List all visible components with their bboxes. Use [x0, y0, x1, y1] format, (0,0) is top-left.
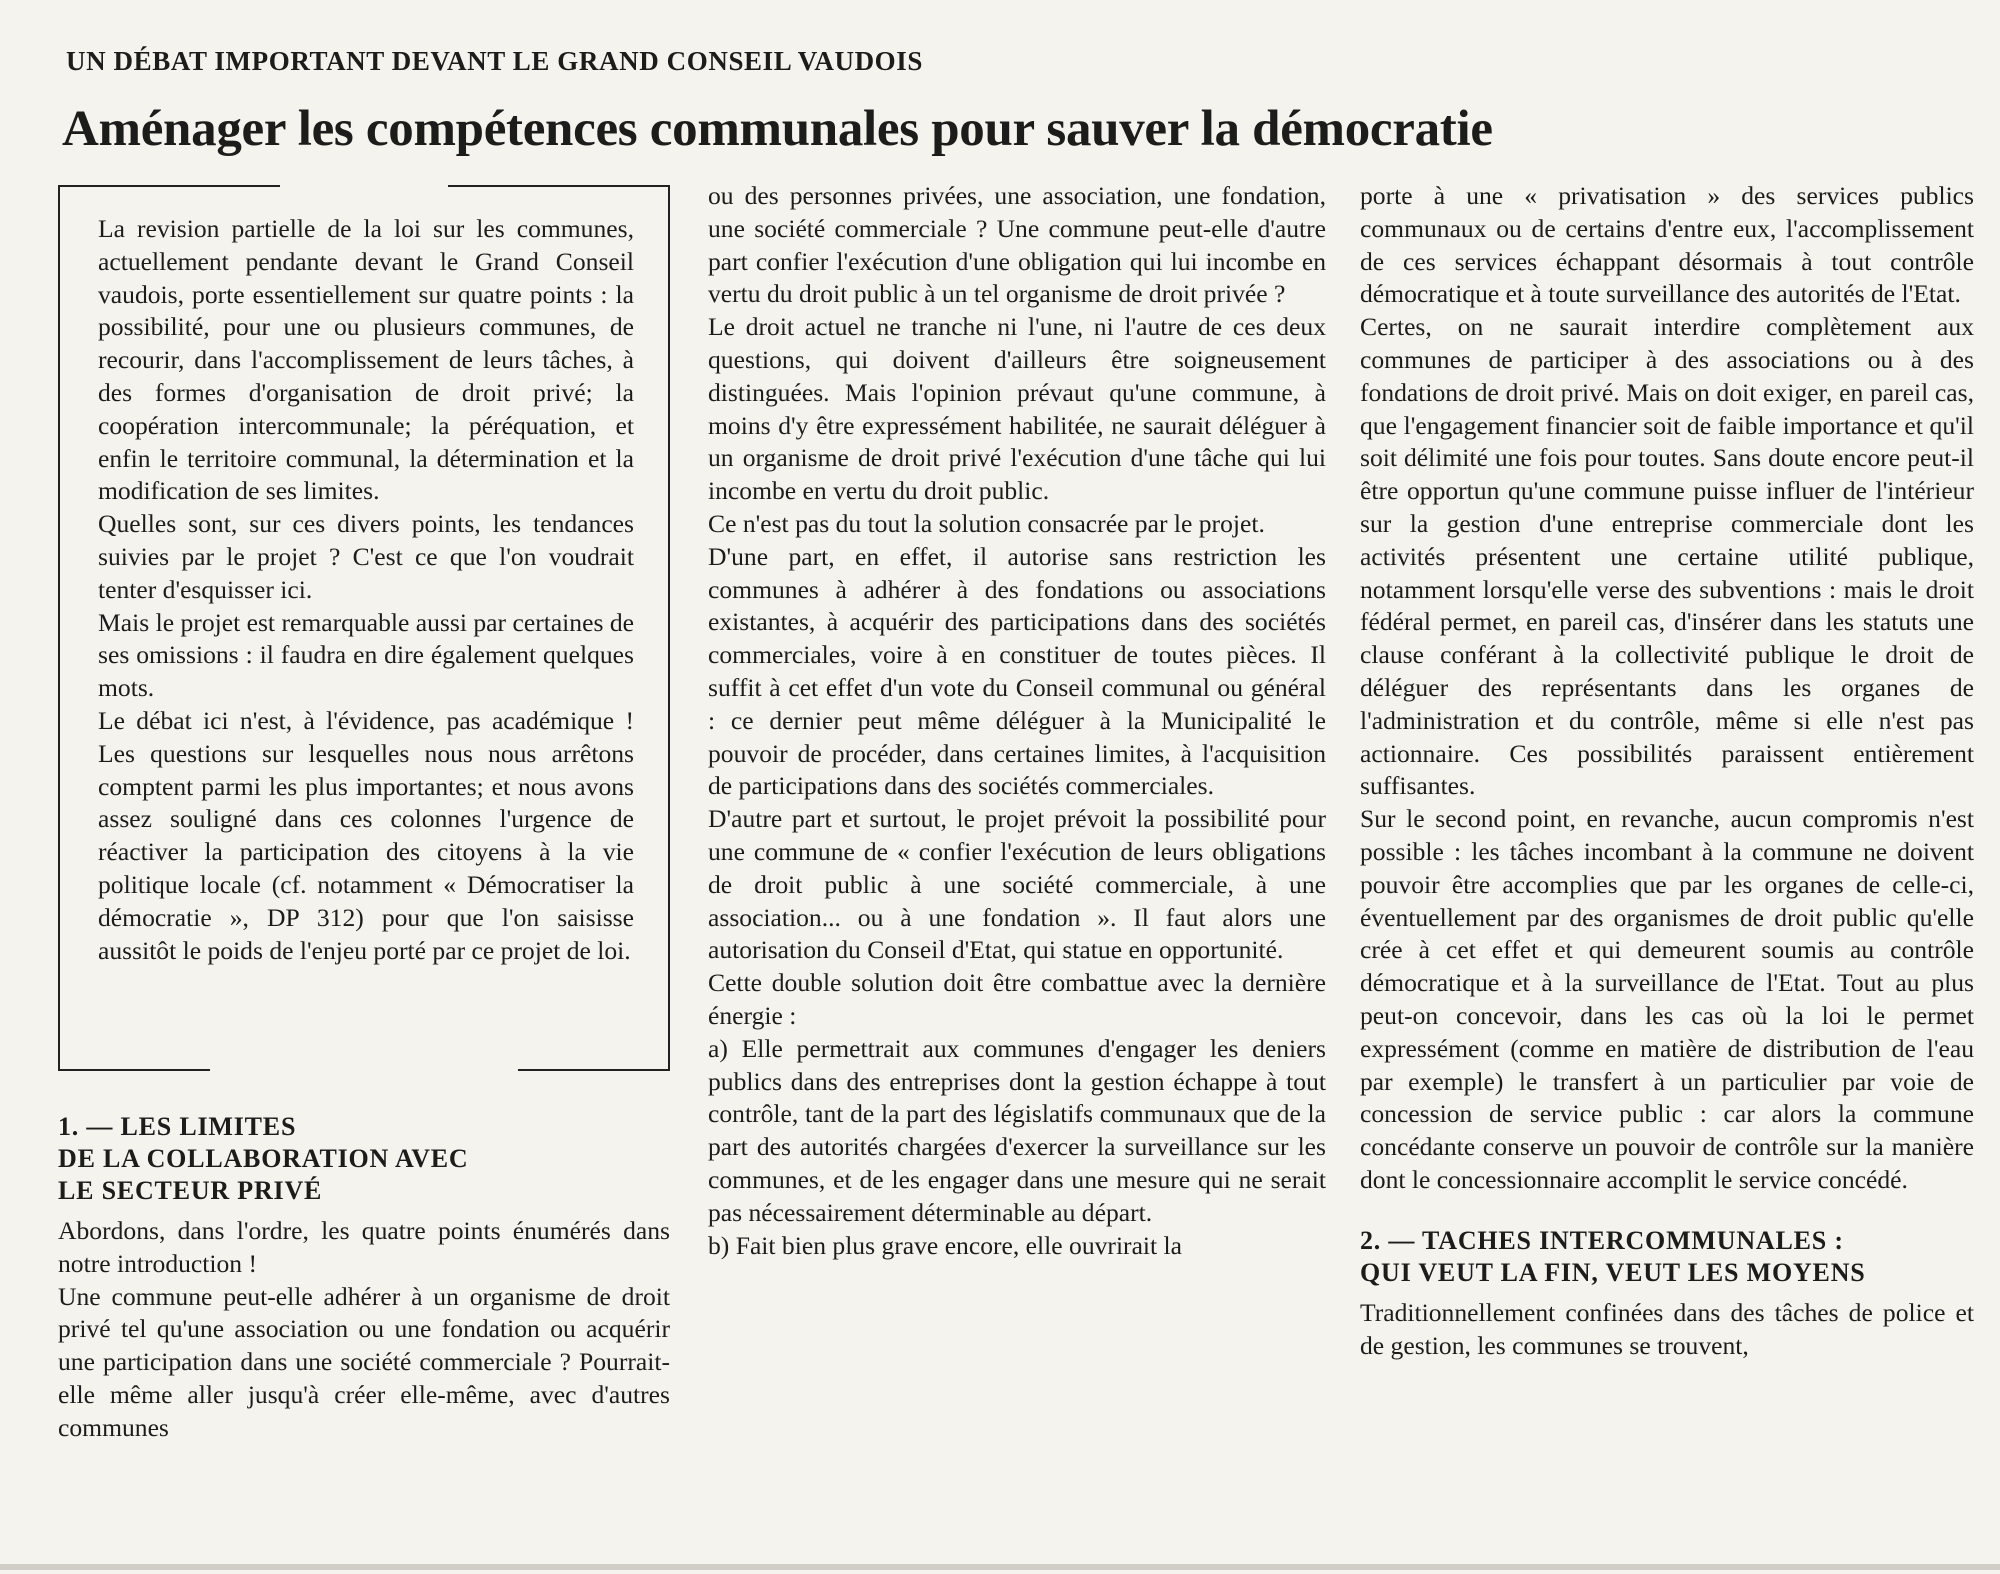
intro-paragraph: Mais le projet est remarquable aussi par certaines de ses omissions : il faudra en dire également quelques mots. — [98, 607, 634, 703]
body-paragraph: Cette double solution doit être combattue avec la dernière énergie : — [708, 968, 1326, 1030]
body-paragraph: Abordons, dans l'ordre, les quatre points énumérés dans notre introduction ! — [58, 1216, 670, 1278]
section-1-heading — [58, 1111, 670, 1207]
body-paragraph: a) Elle permettrait aux communes d'engager les deniers publics dans des entreprises dont la gestion échappe à tout contrôle, tant de la part des législatifs communaux que de la part des autorités chargées d'exercer la surveillance sur les communes, et de les engager dans une mesure qui ne serait pas nécessairement déterminable au départ. — [708, 1033, 1326, 1227]
section-1-heading-line: 1. — LES LIMITES — [58, 1112, 297, 1141]
page-bottom-rule — [0, 1564, 2000, 1570]
intro-paragraph: Le débat ici n'est, à l'évidence, pas académique ! Les questions sur lesquelles nous nous arrêtons comptent parmi les plus importantes; et nous avons assez souligné dans ces colonnes l'urgence de réactiver la participation des citoyens à la vie politique locale (cf. notamment « Démocratiser la démocratie », DP 312) pour que l'on saisisse aussitôt le poids de l'enjeu porté par ce projet de loi. — [98, 705, 634, 965]
body-paragraph: ou des personnes privées, une association, une fondation, une société commerciale ? Une commune peut-elle d'autre part confier l'exécution d'une obligation qui lui incombe en vertu du droit public à un tel organisme de droit privée ? — [708, 181, 1326, 309]
column-3 — [1360, 180, 1974, 1362]
body-paragraph: Sur le second point, en revanche, aucun compromis n'est possible : les tâches incombant à la commune ne doivent pouvoir être accomplies que par les organes de celle-ci, éventuellement par des organismes de droit public qu'elle crée à cet effet et qui demeurent soumis au contrôle démocratique et à la surveillance de l'Etat. Tout au plus peut-on concevoir, dans les cas où la loi le permet expressément (comme en matière de distribution de l'eau par exemple) le transfert à un particulier par voie de concession de service public : car alors la commune concédante conserve un pouvoir de contrôle sur la manière dont le concessionnaire accomplit le service concédé. — [1360, 804, 1974, 1194]
intro-paragraph: Quelles sont, sur ces divers points, les tendances suivies par le projet ? C'est ce que l'on voudrait tenter d'esquisser ici. — [98, 509, 634, 604]
body-paragraph: Traditionnellement confinées dans des tâches de police et de gestion, les communes se trouvent, — [1360, 1297, 1974, 1360]
body-paragraph: D'une part, en effet, il autorise sans restriction les communes à adhérer à des fondations ou associations existantes, à acquérir des participations dans des sociétés commerciales, voire à en constituer de toutes pièces. Il suffit à cet effet d'un vote du Conseil communal ou général : ce dernier peut même déléguer à la Municipalité le pouvoir de procéder, dans certaines limites, à l'acquisition de participations dans des sociétés commerciales. — [708, 541, 1326, 801]
body-paragraph: porte à une « privatisation » des services publics communaux ou de certains d'entre eux, l'accomplissement de ces services échappant désormais à tout contrôle démocratique et à toute surveillance des autorités de l'Etat. — [1360, 181, 1974, 309]
body-paragraph: Le droit actuel ne tranche ni l'une, ni l'autre de ces deux questions, qui doivent d'ailleurs être soigneusement distinguées. Mais l'opinion prévaut qu'une commune, à moins d'y être expressément habilitée, ne saurait déléguer à un organisme de droit privé l'exécution d'une tâche qui lui incombe en vertu du droit public. — [708, 312, 1326, 506]
article-headline: Aménager les compétences communales pour sauver la démocratie — [62, 101, 1493, 157]
section-1-heading-line: LE SECTEUR PRIVÉ — [58, 1176, 323, 1205]
body-paragraph: Ce n'est pas du tout la solution consacrée par le projet. — [708, 508, 1265, 538]
intro-box — [58, 185, 670, 1071]
section-2-heading-line: 2. — TACHES INTERCOMMUNALES : — [1360, 1225, 1844, 1255]
intro-paragraph: La revision partielle de la loi sur les communes, actuellement pendante devant le Grand Conseil vaudois, porte essentiellement sur quatre points : la possibilité, pour une ou plusieurs communes, de recourir, dans l'accomplissement de leurs tâches, à des formes d'organisation de droit privé; la coopération intercommunale; la péréquation, et enfin le territoire communal, la détermination et la modification de ses limites. — [98, 214, 634, 506]
section-1-heading-line: DE LA COLLABORATION AVEC — [58, 1144, 469, 1173]
body-paragraph: Certes, on ne saurait interdire complètement aux communes de participer à des associations ou à des fondations de droit privé. Mais on doit exiger, en pareil cas, que l'engagement financier soit de faible importance et qu'il soit délimité une fois pour toutes. Sans doute encore peut-il être opportun qu'une commune puisse influer de l'intérieur sur la gestion d'une entreprise commerciale dont les activités présentent une certaine utilité publique, notamment lorsqu'elle verse des subventions : mais le droit fédéral permet, en pareil cas, d'insérer dans les statuts une clause conférant à la collectivité publique le droit de déléguer des représentants dans les organes de l'administration et du contrôle, même si elle n'est pas actionnaire. Ces possibilités paraissent entièrement suffisantes. — [1360, 312, 1974, 801]
body-paragraph: Une commune peut-elle adhérer à un organisme de droit privé tel qu'une association ou une fondation ou acquérir une participation dans une société commerciale ? Pourrait-elle même aller jusqu'à créer elle-même, avec d'autres communes — [58, 1281, 670, 1442]
section-2-heading — [1360, 1225, 1974, 1289]
section-2-heading-line: QUI VEUT LA FIN, VEUT LES MOYENS — [1360, 1257, 1866, 1287]
column-2 — [708, 180, 1326, 1262]
body-paragraph: D'autre part et surtout, le projet prévoit la possibilité pour une commune de « confier l'exécution de leurs obligations de droit public à une société commerciale, à une association... ou à une fondation ». Il faut alors une autorisation du Conseil d'Etat, qui statue en opportunité. — [708, 804, 1326, 965]
body-paragraph: b) Fait bien plus grave encore, elle ouvrirait la — [708, 1230, 1183, 1260]
column-1 — [58, 185, 670, 1445]
article-kicker: UN DÉBAT IMPORTANT DEVANT LE GRAND CONSEIL VAUDOIS — [66, 46, 923, 76]
